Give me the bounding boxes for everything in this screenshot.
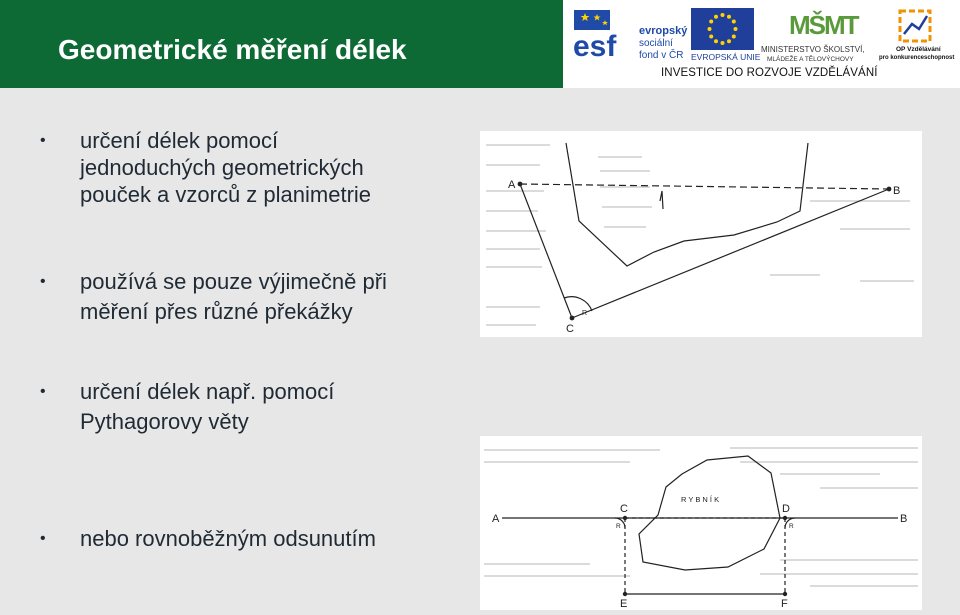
point-c bbox=[570, 316, 575, 321]
small-arrow-mark bbox=[660, 191, 663, 209]
line-cb bbox=[572, 189, 889, 318]
label-a: A bbox=[492, 513, 500, 525]
label-d: D bbox=[782, 503, 790, 515]
bullet-1-line-1: určení délek pomocí bbox=[80, 128, 279, 153]
bullet-dot-icon: • bbox=[40, 530, 46, 547]
msmt-line-1: MINISTERSTVO ŠKOLSTVÍ, bbox=[761, 45, 865, 54]
faded-background-text bbox=[484, 448, 918, 586]
esf-text-1: evropský bbox=[639, 25, 688, 37]
esf-logo bbox=[573, 10, 688, 63]
page-title: Geometrické měření délek bbox=[58, 34, 407, 65]
figure-1-drawing bbox=[480, 131, 922, 337]
bullet-1-line-3: pouček a vzorců z planimetrie bbox=[80, 182, 372, 207]
msmt-mark: MŠMT bbox=[789, 10, 858, 40]
esf-text-2: sociální bbox=[639, 38, 673, 49]
eu-flag-logo bbox=[691, 8, 761, 62]
op-line-2: pro konkurenceschopnost bbox=[879, 55, 955, 61]
pond-label: R Y B N Í K bbox=[681, 495, 720, 504]
label-e: E bbox=[620, 598, 628, 610]
esf-text-3: fond v ČR bbox=[639, 50, 684, 61]
eu-caption: EVROPSKÁ UNIE bbox=[691, 52, 761, 62]
label-b: B bbox=[900, 513, 908, 525]
label-c: C bbox=[566, 323, 574, 335]
op-line-1: OP Vzdělávání bbox=[896, 46, 941, 53]
bullet-3-line-1: určení délek např. pomocí bbox=[80, 379, 335, 404]
logo-bar bbox=[563, 0, 960, 88]
figure-2-drawing bbox=[480, 436, 922, 610]
logo-caption: INVESTICE DO ROZVOJE VZDĚLÁVÁNÍ bbox=[661, 67, 878, 79]
point-a bbox=[518, 182, 523, 187]
label-f: F bbox=[781, 598, 788, 610]
bullet-dot-icon: • bbox=[40, 273, 46, 290]
bullet-2-line-1: používá se pouze výjimečně při bbox=[80, 269, 387, 294]
label-r-right: R bbox=[789, 523, 794, 530]
bullet-4-line-1: nebo rovnoběžným odsunutím bbox=[80, 526, 376, 551]
pond-outline bbox=[639, 456, 780, 570]
bullet-1-line-2: jednoduchých geometrických bbox=[80, 155, 364, 180]
figure-pond-offset bbox=[480, 436, 922, 610]
bullet-dot-icon: • bbox=[40, 132, 46, 149]
point-c bbox=[623, 516, 627, 520]
faded-background-text bbox=[486, 145, 914, 325]
point-b bbox=[887, 187, 892, 192]
bullet-2-line-2: měření přes různé překážky bbox=[80, 299, 353, 324]
bullet-3-line-2: Pythagorovy věty bbox=[80, 409, 249, 434]
msmt-logo bbox=[761, 10, 865, 63]
label-r-left: R bbox=[616, 523, 621, 530]
point-d bbox=[783, 516, 787, 520]
obstacle-outline bbox=[566, 143, 808, 266]
header-bar bbox=[0, 0, 563, 88]
measured-line-ab bbox=[520, 184, 889, 189]
label-c: C bbox=[620, 503, 628, 515]
label-b: B bbox=[893, 185, 901, 197]
point-e bbox=[623, 592, 627, 596]
figure-obstacle-measurement bbox=[480, 131, 922, 337]
label-a: A bbox=[508, 179, 516, 191]
op-vk-logo bbox=[879, 11, 954, 61]
esf-mark: esf bbox=[573, 30, 617, 63]
msmt-line-2: MLÁDEŽE A TĚLOVÝCHOVY bbox=[767, 56, 854, 63]
label-r: R bbox=[582, 310, 588, 317]
point-f bbox=[783, 592, 787, 596]
bullet-dot-icon: • bbox=[40, 383, 46, 400]
